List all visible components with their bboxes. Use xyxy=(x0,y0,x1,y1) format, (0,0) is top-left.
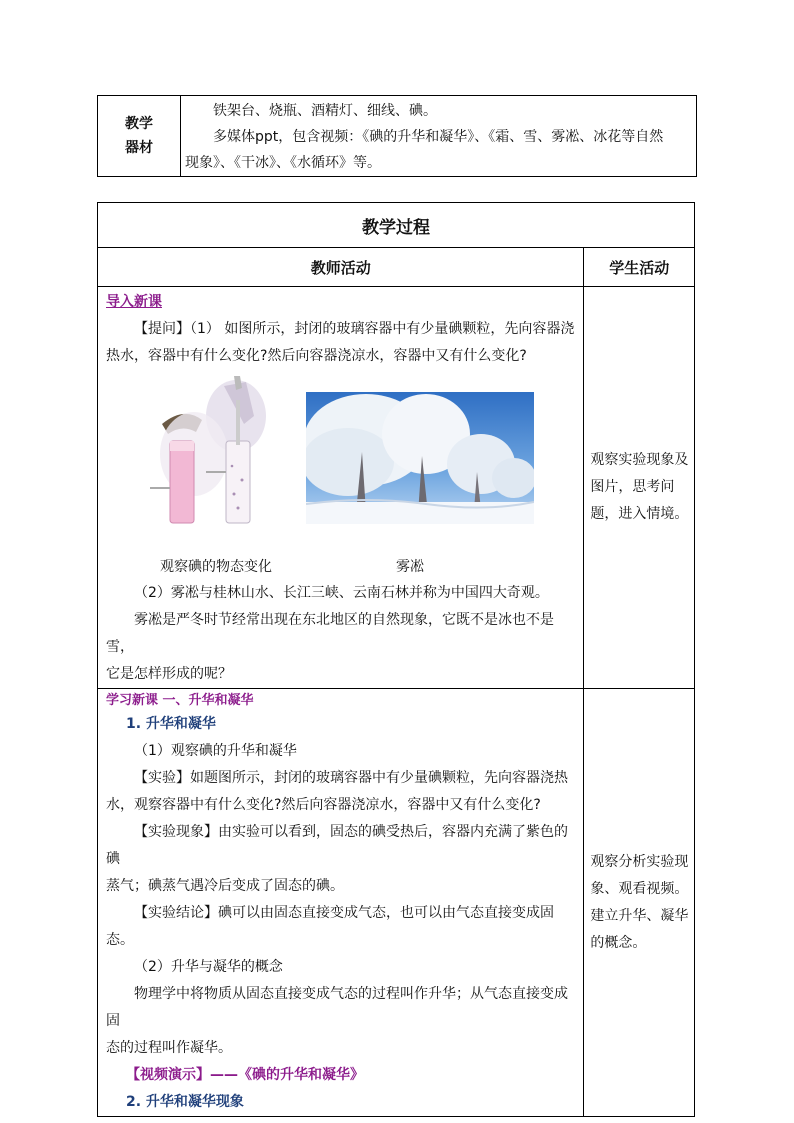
iodine-apparatus-image xyxy=(136,376,286,531)
learn-teacher-cell xyxy=(98,689,584,1117)
materials-label-line1: 教学 xyxy=(125,116,153,132)
intro-paragraph3-line1: 雾凇是严冬时节经常出现在东北地区的自然现象，它既不是冰也不是雪， xyxy=(106,612,554,655)
learn-experiment-line2: 水，观察容器中有什么变化?然后向容器浇凉水，容器中又有什么变化? xyxy=(106,797,541,813)
learn-experiment-line1: 【实验】如题图所示，封闭的玻璃容器中有少量碘颗粒，先向容器浇热 xyxy=(134,770,568,786)
intro-student-cell: 观察实验现象及图片，思考问题，进入情境。 xyxy=(584,287,695,689)
materials-line1: 铁架台、烧瓶、酒精灯、细线、碘。 xyxy=(213,103,437,119)
learn-heading: 学习新课 一、升华和凝华 xyxy=(106,693,254,708)
intro-captions xyxy=(106,554,577,580)
materials-line2: 多媒体ppt，包含视频：《碘的升华和凝华》、《霜、雪、雾凇、冰花等自然 xyxy=(213,129,664,145)
materials-table xyxy=(97,95,697,177)
materials-label xyxy=(98,96,181,177)
caption-rime: 雾凇 xyxy=(396,559,424,575)
process-title: 教学过程 xyxy=(98,203,695,248)
learn-conclusion: 【实验结论】碘可以由固态直接变成气态，也可以由气态直接变成固态。 xyxy=(106,905,554,948)
learn-video: 【视频演示】——《碘的升华和凝华》 xyxy=(126,1067,364,1083)
learn-student-line1: 观察分析实验现象、观看视频。 xyxy=(590,853,689,897)
learn-phenomenon-line2: 蒸气；碘蒸气遇冷后变成了固态的碘。 xyxy=(106,878,344,894)
intro-paragraph2: （2）雾凇与桂林山水、长江三峡、云南石林并称为中国四大奇观。 xyxy=(134,585,549,601)
rime-photo xyxy=(306,392,534,524)
learn-student-cell xyxy=(584,689,695,1117)
intro-heading: 导入新课 xyxy=(106,294,162,310)
process-table xyxy=(97,202,695,1117)
learn-sub1: 1. 升华和凝华 xyxy=(126,716,216,732)
learn-definition-line1: 物理学中将物质从固态直接变成气态的过程叫作升华；从气态直接变成固 xyxy=(106,986,568,1029)
learn-phenomenon-line1: 【实验现象】由实验可以看到，固态的碘受热后，容器内充满了紫色的碘 xyxy=(106,824,568,867)
learn-student-line2: 建立升华、凝华的概念。 xyxy=(590,907,689,951)
intro-paragraph3-line2: 它是怎样形成的呢？ xyxy=(106,666,232,682)
learn-observe: （1）观察碘的升华和凝华 xyxy=(134,743,297,759)
materials-content xyxy=(181,96,697,177)
learn-concept: （2）升华与凝华的概念 xyxy=(134,959,283,975)
intro-question-line2: 热水，容器中有什么变化?然后向容器浇凉水，容器中又有什么变化? xyxy=(106,348,527,364)
learn-definition-line2: 态的过程叫作凝华。 xyxy=(106,1040,232,1056)
materials-label-line2: 器材 xyxy=(125,140,153,156)
intro-question-line1: 【提问】（1） 如图所示，封闭的玻璃容器中有少量碘颗粒，先向容器浇 xyxy=(134,321,575,337)
student-activity-header: 学生活动 xyxy=(584,248,695,287)
intro-images xyxy=(106,374,577,554)
learn-sub2: 2. 升华和凝华现象 xyxy=(126,1094,244,1110)
intro-teacher-cell xyxy=(98,287,584,689)
teacher-activity-header: 教师活动 xyxy=(98,248,584,287)
caption-iodine: 观察碘的物态变化 xyxy=(160,559,272,575)
materials-line3: 现象》、《干冰》、《水循环》等。 xyxy=(185,155,381,171)
